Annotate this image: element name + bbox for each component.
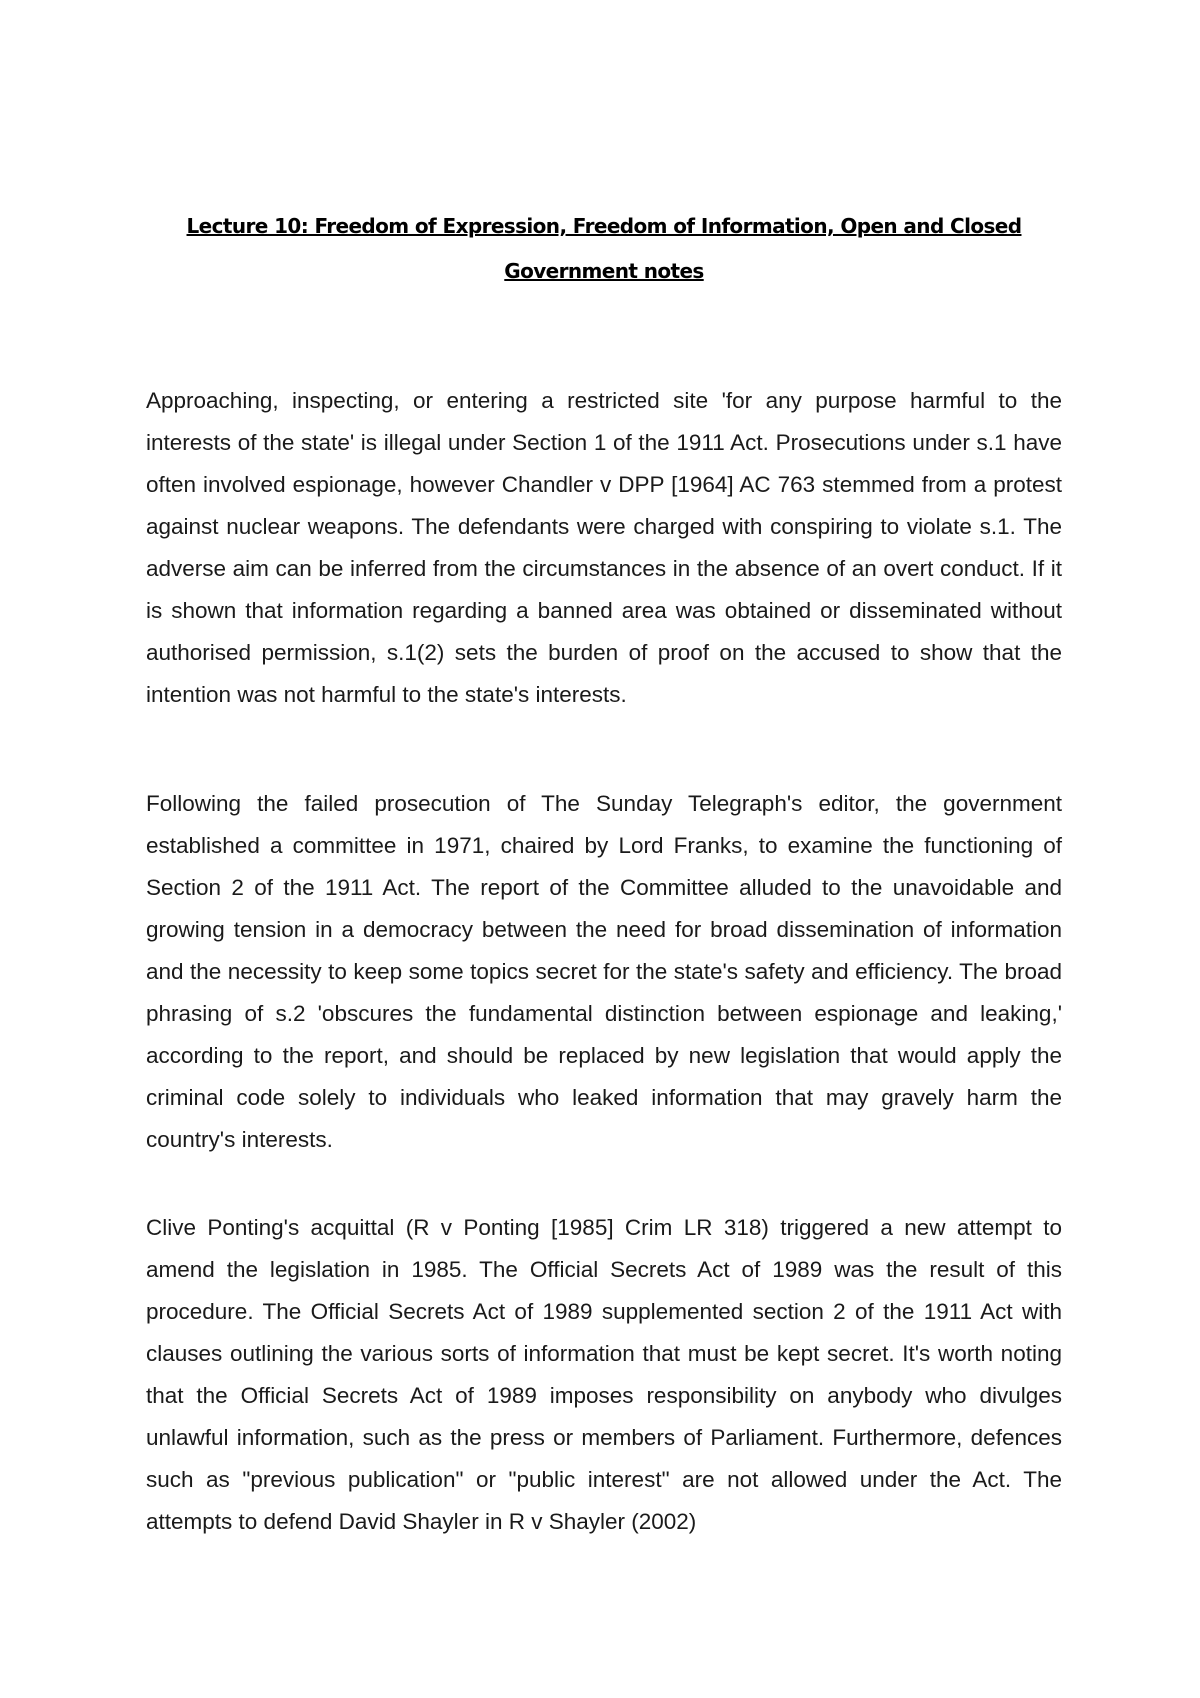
document-title-line-1: Lecture 10: Freedom of Expression, Freedom of Information, Open and Closed — [186, 214, 1022, 238]
paragraph-official-secrets-act-1989: Clive Ponting's acquittal (R v Ponting [1985] Crim LR 318) triggered a new attempt to amend the legislation in 1985. The Official Secrets Act of 1989 was the result of this procedure. The Official Secrets Act of 1989 supplemented section 2 of the 1911 Act with clauses outlining the various sorts of information that must be kept secret. It's worth noting that the Official Secrets Act of 1989 imposes responsibility on anybody who divulges unlawful information, such as the press or members of Parliament. Furthermore, defences such as "previous publication" or "public interest" are not allowed under the Act. The attempts to defend David Shayler in R v Shayler (2002) — [146, 1215, 1062, 1534]
paragraph-franks-committee: Following the failed prosecution of The Sunday Telegraph's editor, the government established a committee in 1971, chaired by Lord Franks, to examine the functioning of Section 2 of the 1911 Act. The report of the Committee alluded to the unavoidable and growing tension in a democracy between the need for broad dissemination of information and the necessity to keep some topics secret for the state's safety and efficiency. The broad phrasing of s.2 'obscures the fundamental distinction between espionage and leaking,' according to the report, and should be replaced by new legislation that would apply the criminal code solely to individuals who leaked information that may gravely harm the country's interests. — [146, 791, 1062, 1152]
paragraph-section-1-act: Approaching, inspecting, or entering a restricted site 'for any purpose harmful to the interests of the state' is illegal under Section 1 of the 1911 Act. Prosecutions under s.1 have often involved espionage, however Chandler v DPP [1964] AC 763 stemmed from a protest against nuclear weapons. The defendants were charged with conspiring to violate s.1. The adverse aim can be inferred from the circumstances in the absence of an overt conduct. If it is shown that information regarding a banned area was obtained or disseminated without authorised permission, s.1(2) sets the burden of proof on the accused to show that the intention was not harmful to the state's interests. — [146, 388, 1062, 707]
document-title-line-2: Government notes — [504, 259, 704, 283]
